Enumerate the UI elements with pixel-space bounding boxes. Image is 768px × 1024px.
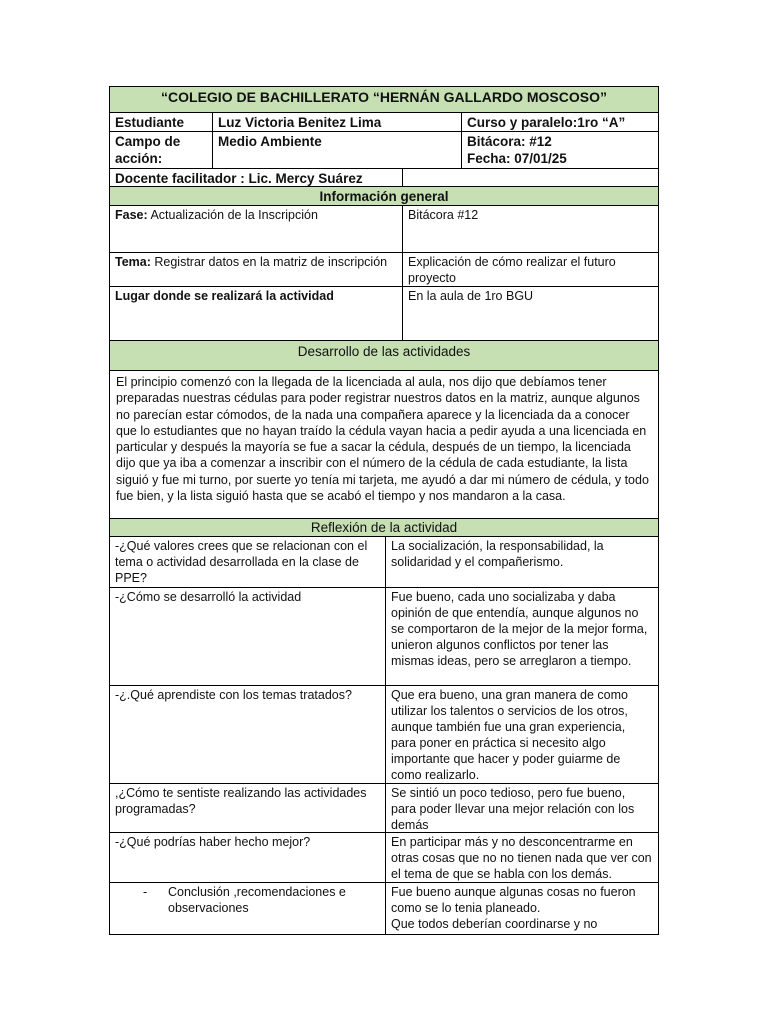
bullet-dash: - <box>143 885 148 899</box>
development-heading-row <box>109 341 659 371</box>
conclusion-answer <box>385 883 658 934</box>
tema-description: Explicación de cómo realizar el futuro proyecto <box>402 253 658 286</box>
field-label-line1: Campo de <box>115 134 181 149</box>
conclusion-bullet <box>115 884 380 916</box>
reflection-answer: Que era bueno, una gran manera de como utilizar los talentos o servicios de los otros, aunque también fue una gran experiencia, para poner en práctica si necesito algo importante que hacer y poder guiarme de como realizarlo. <box>385 686 658 783</box>
student-name: Luz Victoria Benitez Lima <box>212 113 461 131</box>
reflection-answer: En participar más y no desconcentrarme en otras cosas que no no tienen nada que ver con el tema de que se habla con los demás. <box>385 833 658 882</box>
reflection-row <box>109 588 659 686</box>
reflection-question: -¿Cómo se desarrolló la actividad <box>115 590 302 604</box>
tema-row <box>109 253 659 287</box>
bitacora-info <box>461 132 658 168</box>
title-row <box>109 86 659 113</box>
bitacora-date: Fecha: 07/01/25 <box>467 151 567 166</box>
lugar-value: En la aula de 1ro BGU <box>402 287 658 340</box>
facilitator-empty-cell <box>402 169 658 186</box>
reflection-question: ,¿Cómo te sentiste realizando las actividades programadas? <box>115 786 367 816</box>
student-row <box>109 113 659 132</box>
field-row <box>109 132 659 169</box>
conclusion-row <box>109 883 659 935</box>
reflection-answer: La socialización, la responsabilidad, la solidaridad y el compañerismo. <box>385 537 658 587</box>
lugar-label: Lugar donde se realizará la actividad <box>115 289 334 303</box>
facilitator: Docente facilitador : Lic. Mercy Suárez <box>115 171 363 186</box>
bitacora-document <box>109 86 659 935</box>
bitacora-number: Bitácora: #12 <box>467 134 552 149</box>
reflection-heading-row <box>109 519 659 537</box>
tema-label: Tema: <box>115 255 151 269</box>
fase-value: Actualización de la Inscripción <box>147 208 318 222</box>
reflection-question: -¿Qué valores crees que se relacionan con el tema o actividad desarrollada en la clase de PPE? <box>115 539 368 585</box>
reflection-answer: Fue bueno, cada uno socializaba y daba opinión de que entendía, aunque algunos no se comportaron de la mejor de la mejor forma, unieron algunos conflictos por tener las mismas ideas, pero se arreglaron a tiempo. <box>385 588 658 685</box>
conclusion-answer-line1: Fue bueno aunque algunas cosas no fueron como se lo tenia planeado. <box>391 885 636 915</box>
field-label-line2: acción: <box>115 151 163 166</box>
reflection-heading: Reflexión de la actividad <box>310 520 458 535</box>
conclusion-answer-line2: Que todos deberían coordinarse y no <box>391 917 598 931</box>
course-value: Curso y paralelo:1ro “A” <box>461 113 658 131</box>
facilitator-row <box>109 169 659 187</box>
reflection-row <box>109 537 659 588</box>
conclusion-question-cell <box>110 883 385 934</box>
field-value: Medio Ambiente <box>212 132 461 168</box>
fase-cell <box>110 206 402 252</box>
lugar-row <box>109 287 659 341</box>
fase-row <box>109 206 659 253</box>
school-title: “COLEGIO DE BACHILLERATO “HERNÁN GALLARDO MOSCOSO” <box>161 89 607 105</box>
fase-bitacora: Bitácora #12 <box>402 206 658 252</box>
general-info-heading: Información general <box>319 189 449 204</box>
reflection-answer: Se sintió un poco tedioso, pero fue bueno, para poder llevar una mejor relación con los demás <box>385 784 658 832</box>
field-label <box>110 132 212 168</box>
reflection-question: -¿Qué podrías haber hecho mejor? <box>115 835 311 849</box>
tema-value: Registrar datos en la matriz de inscripción <box>150 255 388 269</box>
tema-cell <box>110 253 402 286</box>
reflection-row <box>109 833 659 883</box>
conclusion-question: Conclusión ,recomendaciones e observaciones <box>168 885 346 915</box>
development-heading: Desarrollo de las actividades <box>297 344 471 359</box>
student-label: Estudiante <box>115 115 185 130</box>
development-text: El principio comenzó con la llegada de la licenciada al aula, nos dijo que debíamos tener preparadas nuestras cédulas para poder registrar nuestros datos en la matriz, aunque algunos no parecían estar cómodos, de la nada una compañera aparece y la licenciada da a conocer que lo estudiantes que no hayan traído la cédula vayan hacia a pedir ayuda a una licenciada en particular y después la mayoría se fue a sacar la cédula, después de un tiempo, la licenciada dijo que ya iba a comenzar a inscribir con el número de la cédula de cada estudiante, la lista siguió y fue mi turno, por suerte yo tenía mi tarjeta, me ayudó a dar mi número de cédula, y todo fue bien, y la lista siguió hasta que se acabó el tiempo y nos mandaron a la casa. <box>116 375 649 504</box>
reflection-question: -¿.Qué aprendiste con los temas tratados? <box>115 688 352 702</box>
development-row <box>109 371 659 519</box>
general-info-heading-row <box>109 187 659 206</box>
reflection-row <box>109 686 659 784</box>
fase-label: Fase: <box>115 208 148 222</box>
reflection-row <box>109 784 659 833</box>
